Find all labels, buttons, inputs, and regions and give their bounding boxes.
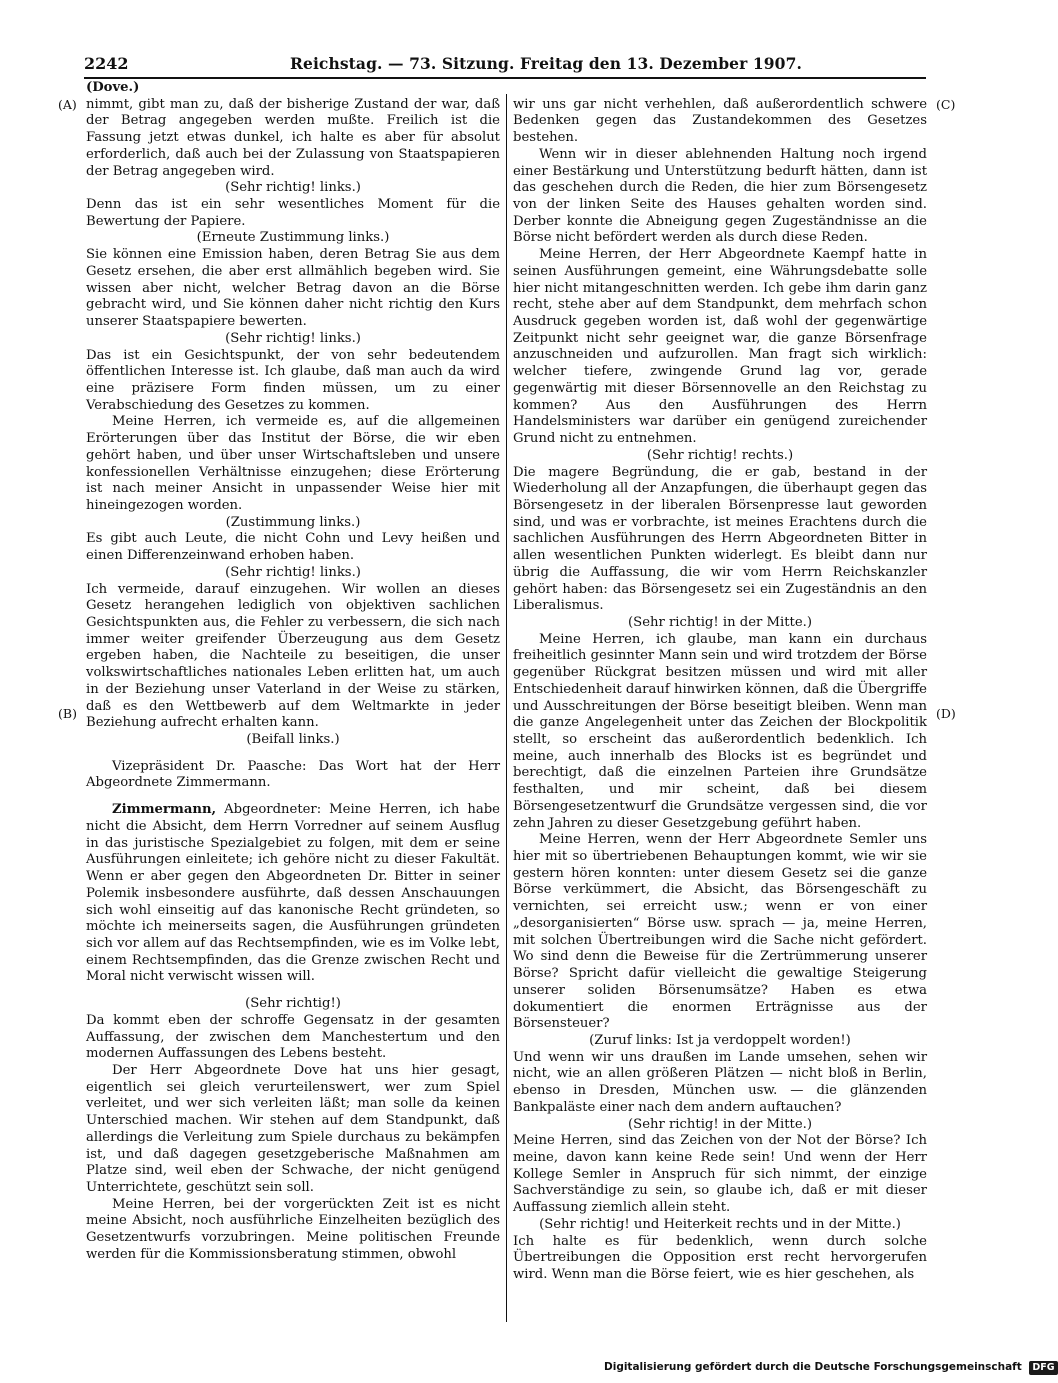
interjection: (Erneute Zustimmung links.)	[196, 230, 390, 246]
paragraph: Die magere Begründung, die er gab, bestand in der Wiederholung all der Anzapfungen, die überhaupt gegen das Börsengesetz in der liberalen Börsenpresse laut geworden sind, und was er vorbrachte, ist meines Erachtens durch die sachlichen Ausführungen des Herrn Abgeordneten Bitter in allen wesentlichen Punkten widerlegt. Es bleibt dann nur übrig die Auffassung, die wir vom Herrn Reichskanzler gehört haben: das Börsengesetz sei ein Zugeständnis an den Liberalismus.	[513, 464, 927, 614]
page-number: 2242	[84, 54, 129, 73]
paragraph: Da kommt eben der schroffe Gegensatz in der gesamten Auffassung, der zwischen dem Manchestertum und den modernen Auffassungen des Lebens besteht.	[86, 1012, 500, 1062]
interjection: (Sehr richtig! links.)	[225, 330, 361, 346]
paragraph: Meine Herren, bei der vorgerückten Zeit ist es nicht meine Absicht, noch ausführliche Einzelheiten bezüglich des Gesetzentwurfs vorzubringen. Meine politischen Freunde werden für die Kommissionsberatung stimmen, obwohl	[86, 1196, 500, 1262]
dfg-logo-icon: DFG	[1029, 1361, 1057, 1375]
paragraph: Es gibt auch Leute, die nicht Cohn und Levy heißen und einen Differenzeinwand erhoben haben.	[86, 531, 500, 564]
paragraph: Wenn wir in dieser ablehnenden Haltung noch irgend einer Bestärkung und Unterstützung bedurft hätten, dann ist das geschehen durch die Reden, die hier zum Börsengesetz von der linken Seite des Hauses gehalten worden sind. Derber konnte die Abneigung gegen Zugeständnisse an die Börse nicht befördert werden als durch diese Reden.	[513, 146, 927, 246]
interjection: (Zustimmung links.)	[225, 514, 361, 530]
interjection: (Beifall links.)	[246, 732, 340, 748]
paragraph: Meine Herren, wenn der Herr Abgeordnete Semler uns hier mit so übertriebenen Behauptungen kommt, wie wir sie gestern hören konnten: unter diesem Gesetz sei die ganze Börse verkümmert, die Absicht, das Börsengeschäft zu vernichten, sei erreicht usw.; wenn er von einer „desorganisierten“ Börse usw. sprach — ja, meine Herren, mit solchen Übertreibungen wird die Sache nicht gefördert. Wo sind denn die Beweise für die Zertrümmerung unserer Börse? Spricht dafür vielleicht die gewaltige Steigerung unserer soliden Börsenumsätze? Haben es etwa dokumentiert die enormen Erträgnisse aus der Börsensteuer?	[513, 832, 927, 1032]
header-rule	[84, 77, 926, 79]
speaker-name: Zimmermann,	[112, 802, 217, 818]
paragraph: Denn das ist ein sehr wesentliches Moment für die Bewertung der Papiere.	[86, 197, 500, 229]
left-column	[86, 80, 500, 1264]
margin-letter-d: (D)	[936, 706, 956, 721]
right-column	[513, 80, 927, 1284]
margin-letter-b: (B)	[58, 706, 77, 721]
chair-statement: Vizepräsident Dr. Paasche: Das Wort hat der Herr Abgeordnete Zimmermann.	[86, 758, 500, 791]
page-header	[84, 54, 924, 76]
paragraph: Das ist ein Gesichtspunkt, der von sehr bedeutendem öffentlichen Interesse ist. Ich glaube, daß man auch da wird eine präzisere Form finden müssen, um zu einer Verabschiedung des Gesetzes zu kommen.	[86, 347, 500, 413]
interjection: (Sehr richtig!)	[245, 996, 341, 1012]
speaker-tag: (Dove.)	[86, 80, 140, 95]
digitization-credit-text: Digitalisierung gefördert durch die Deutsche Forschungsgemeinschaft	[604, 1361, 1022, 1373]
interjection: (Zuruf links: Ist ja verdoppelt worden!)	[589, 1032, 851, 1048]
margin-letter-c: (C)	[936, 97, 956, 112]
paragraph: Meine Herren, sind das Zeichen von der Not der Börse? Ich meine, davon kann keine Rede sein! Und wenn der Herr Kollege Semler in Anspruch für sich nimmt, der einzige Sachverständige zu sein, so glaube ich, daß er mit dieser Auffassung ziemlich allein steht.	[513, 1133, 927, 1216]
paragraph: nimmt, gibt man zu, daß der bisherige Zustand der war, daß der Betrag angegeben werden mußte. Freilich ist die Fassung jetzt etwas dunkel, ich halte es aber für absolut erforderlich, daß auch bei der Zulassung von Staatspapieren der Betrag angegeben wird.	[86, 96, 500, 179]
page-title: Reichstag. — 73. Sitzung. Freitag den 13. Dezember 1907.	[290, 54, 802, 73]
interjection: (Sehr richtig! in der Mitte.)	[628, 614, 812, 630]
paragraph: Ich vermeide, darauf einzugehen. Wir wollen an dieses Gesetz herangehen lediglich von objektiven sachlichen Gesichtspunkten aus, die Fehler zu verbessern, die sich nach immer weiter greifender Überzeugung aus dem Gesetz ergeben haben, die Nachteile zu beseitigen, die unser volkswirtschaftliches nationales Leben erlitten hat, um auch in der Beziehung unser Vaterland in der Weise zu stärken, daß es den Wettbewerb auf dem Weltmarkte in jeder Beziehung aufrecht erhalten kann.	[86, 581, 500, 731]
paragraph: Der Herr Abgeordnete Dove hat uns hier gesagt, eigentlich sei gleich verurteilenswert, wer zum Spiel verleitet, und wer sich verleiten läßt; man solle da keinen Unterschied machen. Wir stehen auf dem Standpunkt, daß allerdings die Verleitung zum Spiele durchaus zu bekämpfen ist, und daß dagegen gesetzgeberische Maßnahmen am Platze sind, weil eben der Schwache, der nicht genügend Unterrichtete, geschützt sein soll.	[86, 1062, 500, 1195]
interjection: (Sehr richtig! links.)	[225, 564, 361, 580]
interjection: (Sehr richtig! rechts.)	[646, 447, 794, 463]
paragraph: Meine Herren, ich vermeide es, auf die allgemeinen Erörterungen über das Institut der Börse, die wir eben gehört haben, und über unser Wirtschaftsleben und unsere konfessionellen Verhältnisse einzugehen; diese Erörterung ist nach meiner Ansicht in unpassender Weise hier mit hineingezogen worden.	[86, 414, 500, 513]
paragraph: Und wenn wir uns draußen im Lande umsehen, sehen wir nicht, wie an allen größeren Plätzen — nicht bloß in Berlin, ebenso in Dresden, München usw. — die glänzenden Bankpaläste einer nach dem andern auftauchen?	[513, 1049, 927, 1115]
paragraph: Meine Herren, ich glaube, man kann ein durchaus freiheitlich gesinnter Mann sein und wird trotzdem der Börse gegenüber Rückgrat besitzen müssen und wird mit aller Entschiedenheit darauf hinwirken können, daß die Übergriffe und Ausschreitungen der Börse beseitigt bleiben. Wenn man die ganze Angelegenheit unter das Zeichen der Blockpolitik stellt, so erscheint das außerordentlich bedenklich. Ich meine, auch innerhalb des Blocks ist es begründet und berechtigt, daß die einzelnen Parteien ihre Grundsätze festhalten, und mir scheint, daß bei diesem Börsengesetzentwurf die Grundsätze vergessen sind, die vor zehn Jahren zu dieser Gesetzgebung geführt haben.	[513, 631, 927, 831]
interjection: (Sehr richtig! links.)	[225, 180, 361, 196]
paragraph: Ich halte es für bedenklich, wenn durch solche Übertreibungen die Opposition erst recht hervorgerufen wird. Wenn man die Börse feiert, wie es hier geschehen, als	[513, 1233, 927, 1282]
interjection: (Sehr richtig! und Heiterkeit rechts und in der Mitte.)	[539, 1216, 901, 1232]
paragraph: wir uns gar nicht verhehlen, daß außerordentlich schwere Bedenken gegen das Zustandekommen des Gesetzes bestehen.	[513, 96, 927, 146]
paragraph: Meine Herren, der Herr Abgeordnete Kaempf hatte in seinen Ausführungen gemeint, eine Währungsdebatte solle hier nicht mitangeschnitten werden. Ich gebe ihm darin ganz recht, stehe aber auf dem Standpunkt, dem mehrfach schon Ausdruck gegeben worden ist, daß wohl der gegenwärtige Zeitpunkt nicht sehr geeignet war, die ganze Börsenfrage anzuschneiden und aufzurollen. Man fragt sich wirklich: welcher tiefere, zwingende Grund lag vor, gerade gegenwärtig mit dieser Börsennovelle an den Reichstag zu kommen? Aus den Ausführungen des Herrn Handelsministers war darüber ein genügend zureichender Grund nicht zu entnehmen.	[513, 247, 927, 447]
column-divider	[506, 94, 507, 1322]
paragraph: Sie können eine Emission haben, deren Betrag Sie aus dem Gesetz ersehen, die aber erst allmählich begeben wird. Sie wissen aber nicht, welcher Betrag davon an die Börse gebracht wird, und Sie können daher nicht richtig den Kurs unserer Staatspapiere bewerten.	[86, 247, 500, 330]
speech-opening	[86, 802, 500, 986]
paragraph-text: Abgeordneter: Meine Herren, ich habe nicht die Absicht, dem Herrn Vorredner auf seinem Ausflug in das juristische Spezialgebiet zu folgen, mit dem er seine Ausführungen einleitete; ich gehöre nicht zu dieser Fakultät. Wenn er aber gegen den Abgeordneten Dr. Bitter in seiner Polemik insbesondere ausführte, daß dessen Anschauungen sich wohl einseitig auf das kanonische Recht gründeten, so möchte ich meinerseits sagen, die Ausführungen gründeten sich vor allem auf das Rechtsempfinden, wie es im Volke lebt, einem Rechtsempfinden, das die Grenze zwischen Recht und Moral nicht verwischt wissen will.	[86, 802, 500, 985]
interjection: (Sehr richtig! in der Mitte.)	[628, 1116, 812, 1132]
margin-letter-a: (A)	[58, 97, 77, 112]
digitization-credit	[604, 1361, 1055, 1377]
